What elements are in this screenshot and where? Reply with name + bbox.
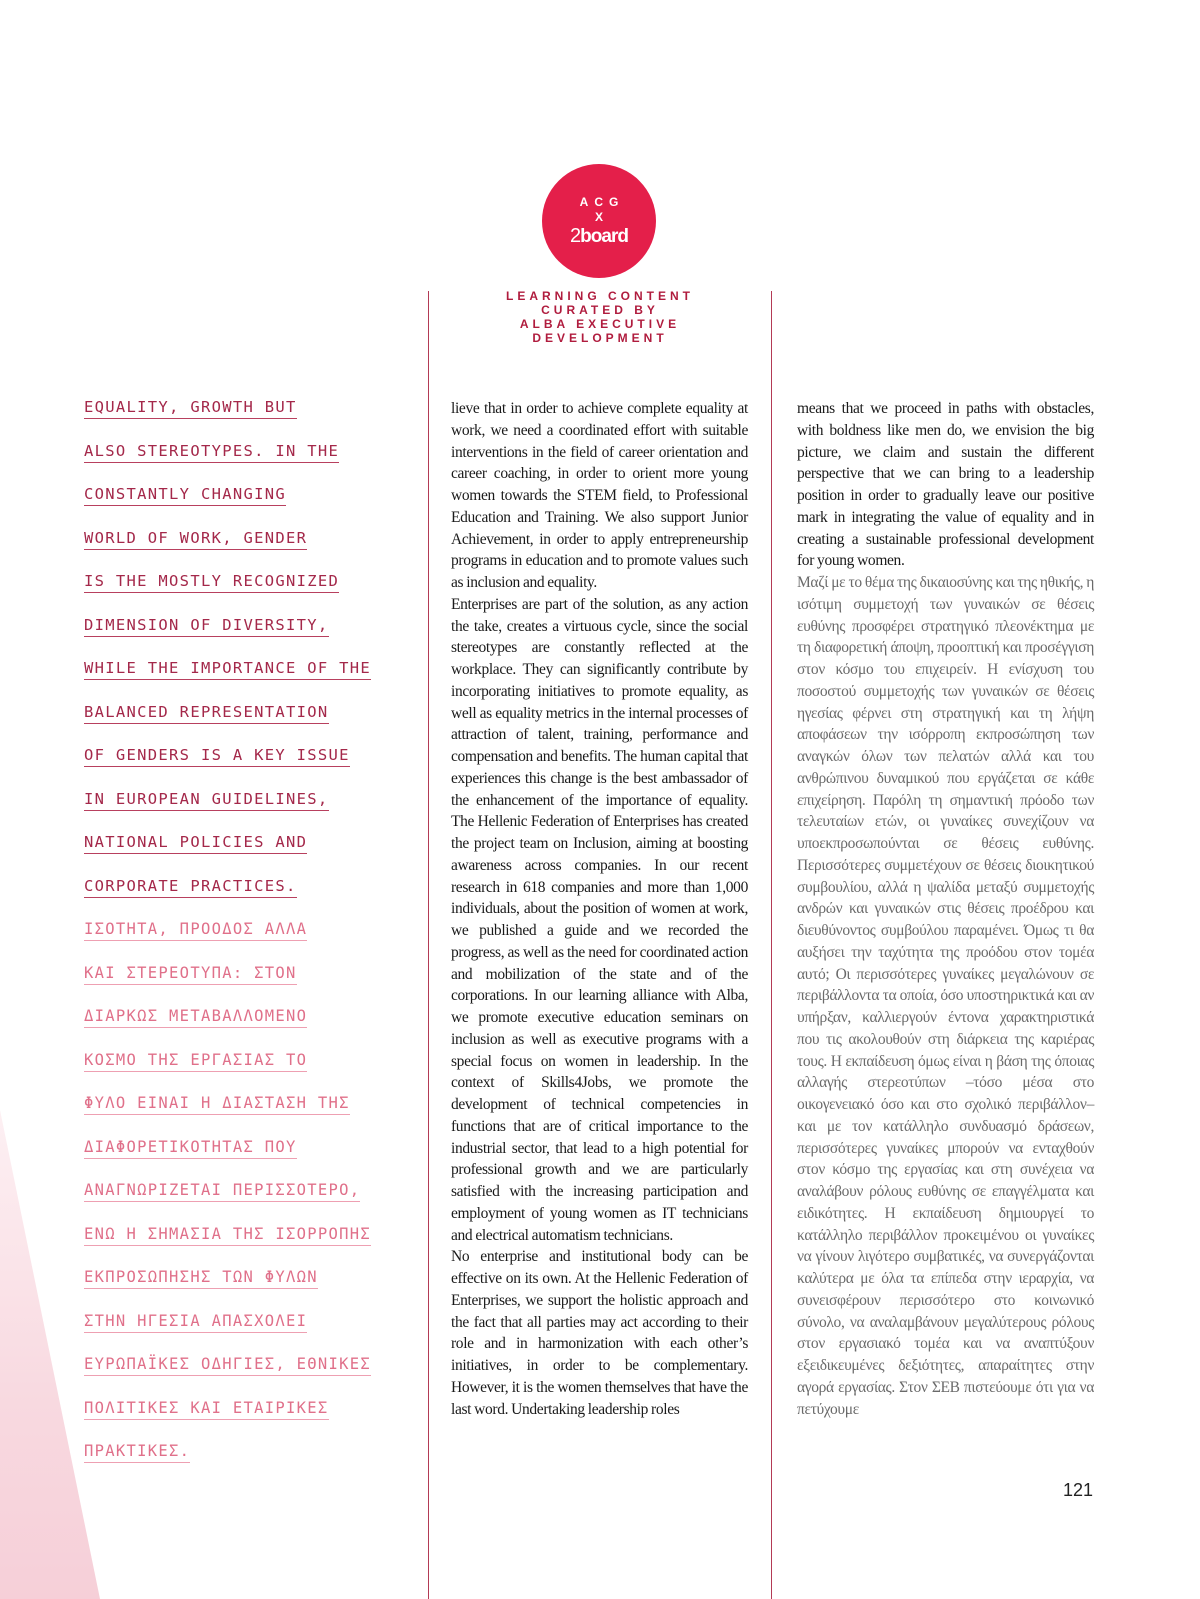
pull-quote-line-en: ALSO STEREOTYPES. IN THE bbox=[84, 442, 414, 486]
section-tagline bbox=[480, 289, 720, 345]
logo-brand-word: board bbox=[580, 226, 628, 247]
pull-quote-line-el: ΣΤΗΝ ΗΓΕΣΙΑ ΑΠΑΣΧΟΛΕΙ bbox=[84, 1312, 414, 1356]
article-column-middle bbox=[451, 398, 748, 1420]
pull-quote-line-el: ΚΑΙ ΣΤΕΡΕΟΤΥΠΑ: ΣΤΟΝ bbox=[84, 964, 414, 1008]
body-paragraph-greek: Μαζί με το θέμα της δικαιοσύνης και της ηθικής, η ισότιμη συμμετοχή των γυναικών σε θέσεις ευθύνης προσφέρει στρατηγικό πλεονέκτημα με τη διαφορετική άποψη, προοπτική και προσέγγιση στον κόσμο του επιχειρείν. Η ενίσχυση του ποσοστού συμμετοχής των γυναικών σε θέσεις ηγεσίας φέρνει στη στρατηγική και τη λήψη αποφάσεων την ισόρροπη εκπροσώπηση των αναγκών όλων των πελατών αλλά και του ανθρώπινου δυναμικού που εργάζεται σε κάθε επιχείρηση. Παρόλη τη σημαντική πρόοδο των τελευταίων ετών, οι γυναίκες συνεχίζουν να υποεκπροσωπούνται σε θέσεις ευθύνης. Περισσότερες συμμετέχουν σε θέσεις διοικητικού συμβουλίου, αλλά η ψαλίδα μεταξύ συμμετοχής ανδρών και γυναικών στις θέσεις προέδρου και διευθύνοντος συμβούλου παραμένει. Όμως τι θα αυξήσει την ταχύτητα της προόδου στον τομέα αυτό; Οι περισσότερες γυναίκες μεγαλώνουν σε περιβάλλοντα τα οποία, όσο υποστηρικτικά και αν υπήρξαν, καλλιεργούν έντονα χαρακτηριστικά που τις ακολουθούν στη διάρκεια της καριέρας τους. Η εκπαίδευση όμως είναι η βάση της όποιας αλλαγής στερεοτύπων –τόσο μέσα στο οικογενειακό όσο και στο σχολικό περιβάλλον– και με τον κατάλληλο συνδυασμό δράσεων, περισσότερες γυναίκες μπορούν να ενταχθούν στον κόσμο της εργασίας και στη συνέχεια να αναλάβουν ρόλους ευθύνης σε επαγγέλματα και ειδικότητες. Η εκπαίδευση δημιουργεί το κατάλληλο περιβάλλον προκειμένου οι γυναίκες να γίνουν λιγότερο συμβατικές, να συνεργάζονται καλύτερα με όλα τα επίπεδα στην ιεραρχία, να συνεισφέρουν περισσότερο στο κοινωνικό σύνολο, να αναλαμβάνουν μεγαλύτερους ρόλους στον εργασιακό τομέα και να αναπτύξουν εξειδικευμένες δεξιότητες, απαραίτητες στην αγορά εργασίας. Στον ΣΕΒ πιστεύουμε ότι για να πετύχουμε bbox=[797, 574, 1094, 1418]
pull-quote-line-en: CONSTANTLY CHANGING bbox=[84, 485, 414, 529]
logo-line-acg: ACG bbox=[579, 195, 625, 209]
pull-quote-line-el: ΔΙΑΡΚΩΣ ΜΕΤΑΒΑΛΛΟΜΕΝΟ bbox=[84, 1007, 414, 1051]
body-paragraph: lieve that in order to achieve complete equality at work, we need a coordinated effort with suitable interventions in the field of career orientation and career coaching, in order to orient more young women towards the STEM field, to Professional Education and Training. We also support Junior Achievement, in order to apply entrepreneurship programs in education and to promote values such as inclusion and equality. bbox=[451, 400, 748, 591]
body-paragraph: Enterprises are part of the solution, as any action the take, creates a virtuous cycle, since the social stereotypes are constantly reflected at the workplace. They can significantly contribute by incorporating initiatives to promote equality, as well as equality metrics in the internal processes of attraction of talent, training, performance and compensation and benefits. The human capital that experiences this change is the best ambassador of the enhancement of the importance of equality. The Hellenic Federation of Enterprises has created the project team on Inclusion, aiming at boosting awareness across companies. In our recent research in 618 companies and more than 1,000 individuals, about the position of women at work, we published a guide and we recorded the progress, as well as the need for coordinated action and mobilization of the state and of the corporations. In our learning alliance with Alba, we promote executive education seminars on inclusion as well as executive programs with a special focus on women in leadership. In the context of Skills4Jobs, we promote the development of technical competencies in functions that are of critical importance to the industrial sector, that lead to a high potential for professional growth and we are particularly satisfied with the increasing participation and employment of young women as IT technicians and electrical automatism technicians. bbox=[451, 595, 748, 1244]
pull-quote-line-el: ΕΝΩ Η ΣΗΜΑΣΙΑ ΤΗΣ ΙΣΟΡΡΟΠΗΣ bbox=[84, 1225, 414, 1269]
pull-quote-line-el: ΦΥΛΟ ΕΙΝΑΙ Η ΔΙΑΣΤΑΣΗ ΤΗΣ bbox=[84, 1094, 414, 1138]
column-divider-left bbox=[428, 291, 429, 1599]
acg-2board-logo bbox=[542, 164, 656, 278]
body-paragraph: No enterprise and institutional body can be effective on its own. At the Hellenic Federation of Enterprises, we support the holistic approach and the fact that all parties may act according to their role and in harmonization with each other’s initiatives, in order to be complementary. However, it is the women themselves that have the last word. Undertaking leadership roles bbox=[451, 1248, 748, 1418]
article-column-right bbox=[797, 398, 1094, 1420]
pull-quote-line-en: EQUALITY, GROWTH BUT bbox=[84, 398, 414, 442]
pull-quote-line-en: WORLD OF WORK, GENDER bbox=[84, 529, 414, 573]
tagline-line: ALBA EXECUTIVE bbox=[519, 317, 681, 331]
pull-quote-line-el: ΕΥΡΩΠΑΪΚΕΣ ΟΔΗΓΙΕΣ, ΕΘΝΙΚΕΣ bbox=[84, 1355, 414, 1399]
pull-quote-line-en: IN EUROPEAN GUIDELINES, bbox=[84, 790, 414, 834]
pull-quote-line-el: ΠΟΛΙΤΙΚΕΣ ΚΑΙ ΕΤΑΙΡΙΚΕΣ bbox=[84, 1399, 414, 1443]
pull-quote-line-en: CORPORATE PRACTICES. bbox=[84, 877, 414, 921]
body-paragraph: means that we proceed in paths with obstacles, with boldness like men do, we envision the big picture, we claim and sustain the different perspective that we can bring to a leadership position in order to gradually leave our positive mark in integrating the value of equality and in creating a sustainable professional development for young women. bbox=[797, 400, 1094, 570]
pull-quote-line-en: OF GENDERS IS A KEY ISSUE bbox=[84, 746, 414, 790]
column-divider-right bbox=[771, 291, 772, 1599]
logo-line-x: X bbox=[594, 210, 609, 224]
pull-quote-line-el: ΙΣΟΤΗΤΑ, ΠΡΟΟΔΟΣ ΑΛΛΑ bbox=[84, 920, 414, 964]
pull-quote-line-el: ΕΚΠΡΟΣΩΠΗΣΗΣ ΤΩΝ ΦΥΛΩΝ bbox=[84, 1268, 414, 1312]
pull-quote bbox=[84, 398, 414, 1486]
page-number: 121 bbox=[1063, 1480, 1094, 1500]
tagline-line: CURATED BY bbox=[541, 303, 659, 317]
pull-quote-line-en: WHILE THE IMPORTANCE OF THE bbox=[84, 659, 414, 703]
pull-quote-line-en: IS THE MOSTLY RECOGNIZED bbox=[84, 572, 414, 616]
pull-quote-line-el: ΔΙΑΦΟΡΕΤΙΚΟΤΗΤΑΣ ΠΟΥ bbox=[84, 1138, 414, 1182]
pull-quote-line-el: ΚΟΣΜΟ ΤΗΣ ΕΡΓΑΣΙΑΣ ΤΟ bbox=[84, 1051, 414, 1095]
tagline-line: DEVELOPMENT bbox=[532, 331, 668, 345]
logo-brand-number: 2 bbox=[570, 225, 581, 247]
tagline-line: LEARNING CONTENT bbox=[506, 289, 694, 303]
pull-quote-line-en: BALANCED REPRESENTATION bbox=[84, 703, 414, 747]
pull-quote-line-en: DIMENSION OF DIVERSITY, bbox=[84, 616, 414, 660]
pull-quote-line-el: ΠΡΑΚΤΙΚΕΣ. bbox=[84, 1442, 414, 1486]
logo-brand bbox=[570, 226, 628, 247]
pull-quote-line-en: NATIONAL POLICIES AND bbox=[84, 833, 414, 877]
pull-quote-line-el: ΑΝΑΓΝΩΡΙΖΕΤΑΙ ΠΕΡΙΣΣΟΤΕΡΟ, bbox=[84, 1181, 414, 1225]
